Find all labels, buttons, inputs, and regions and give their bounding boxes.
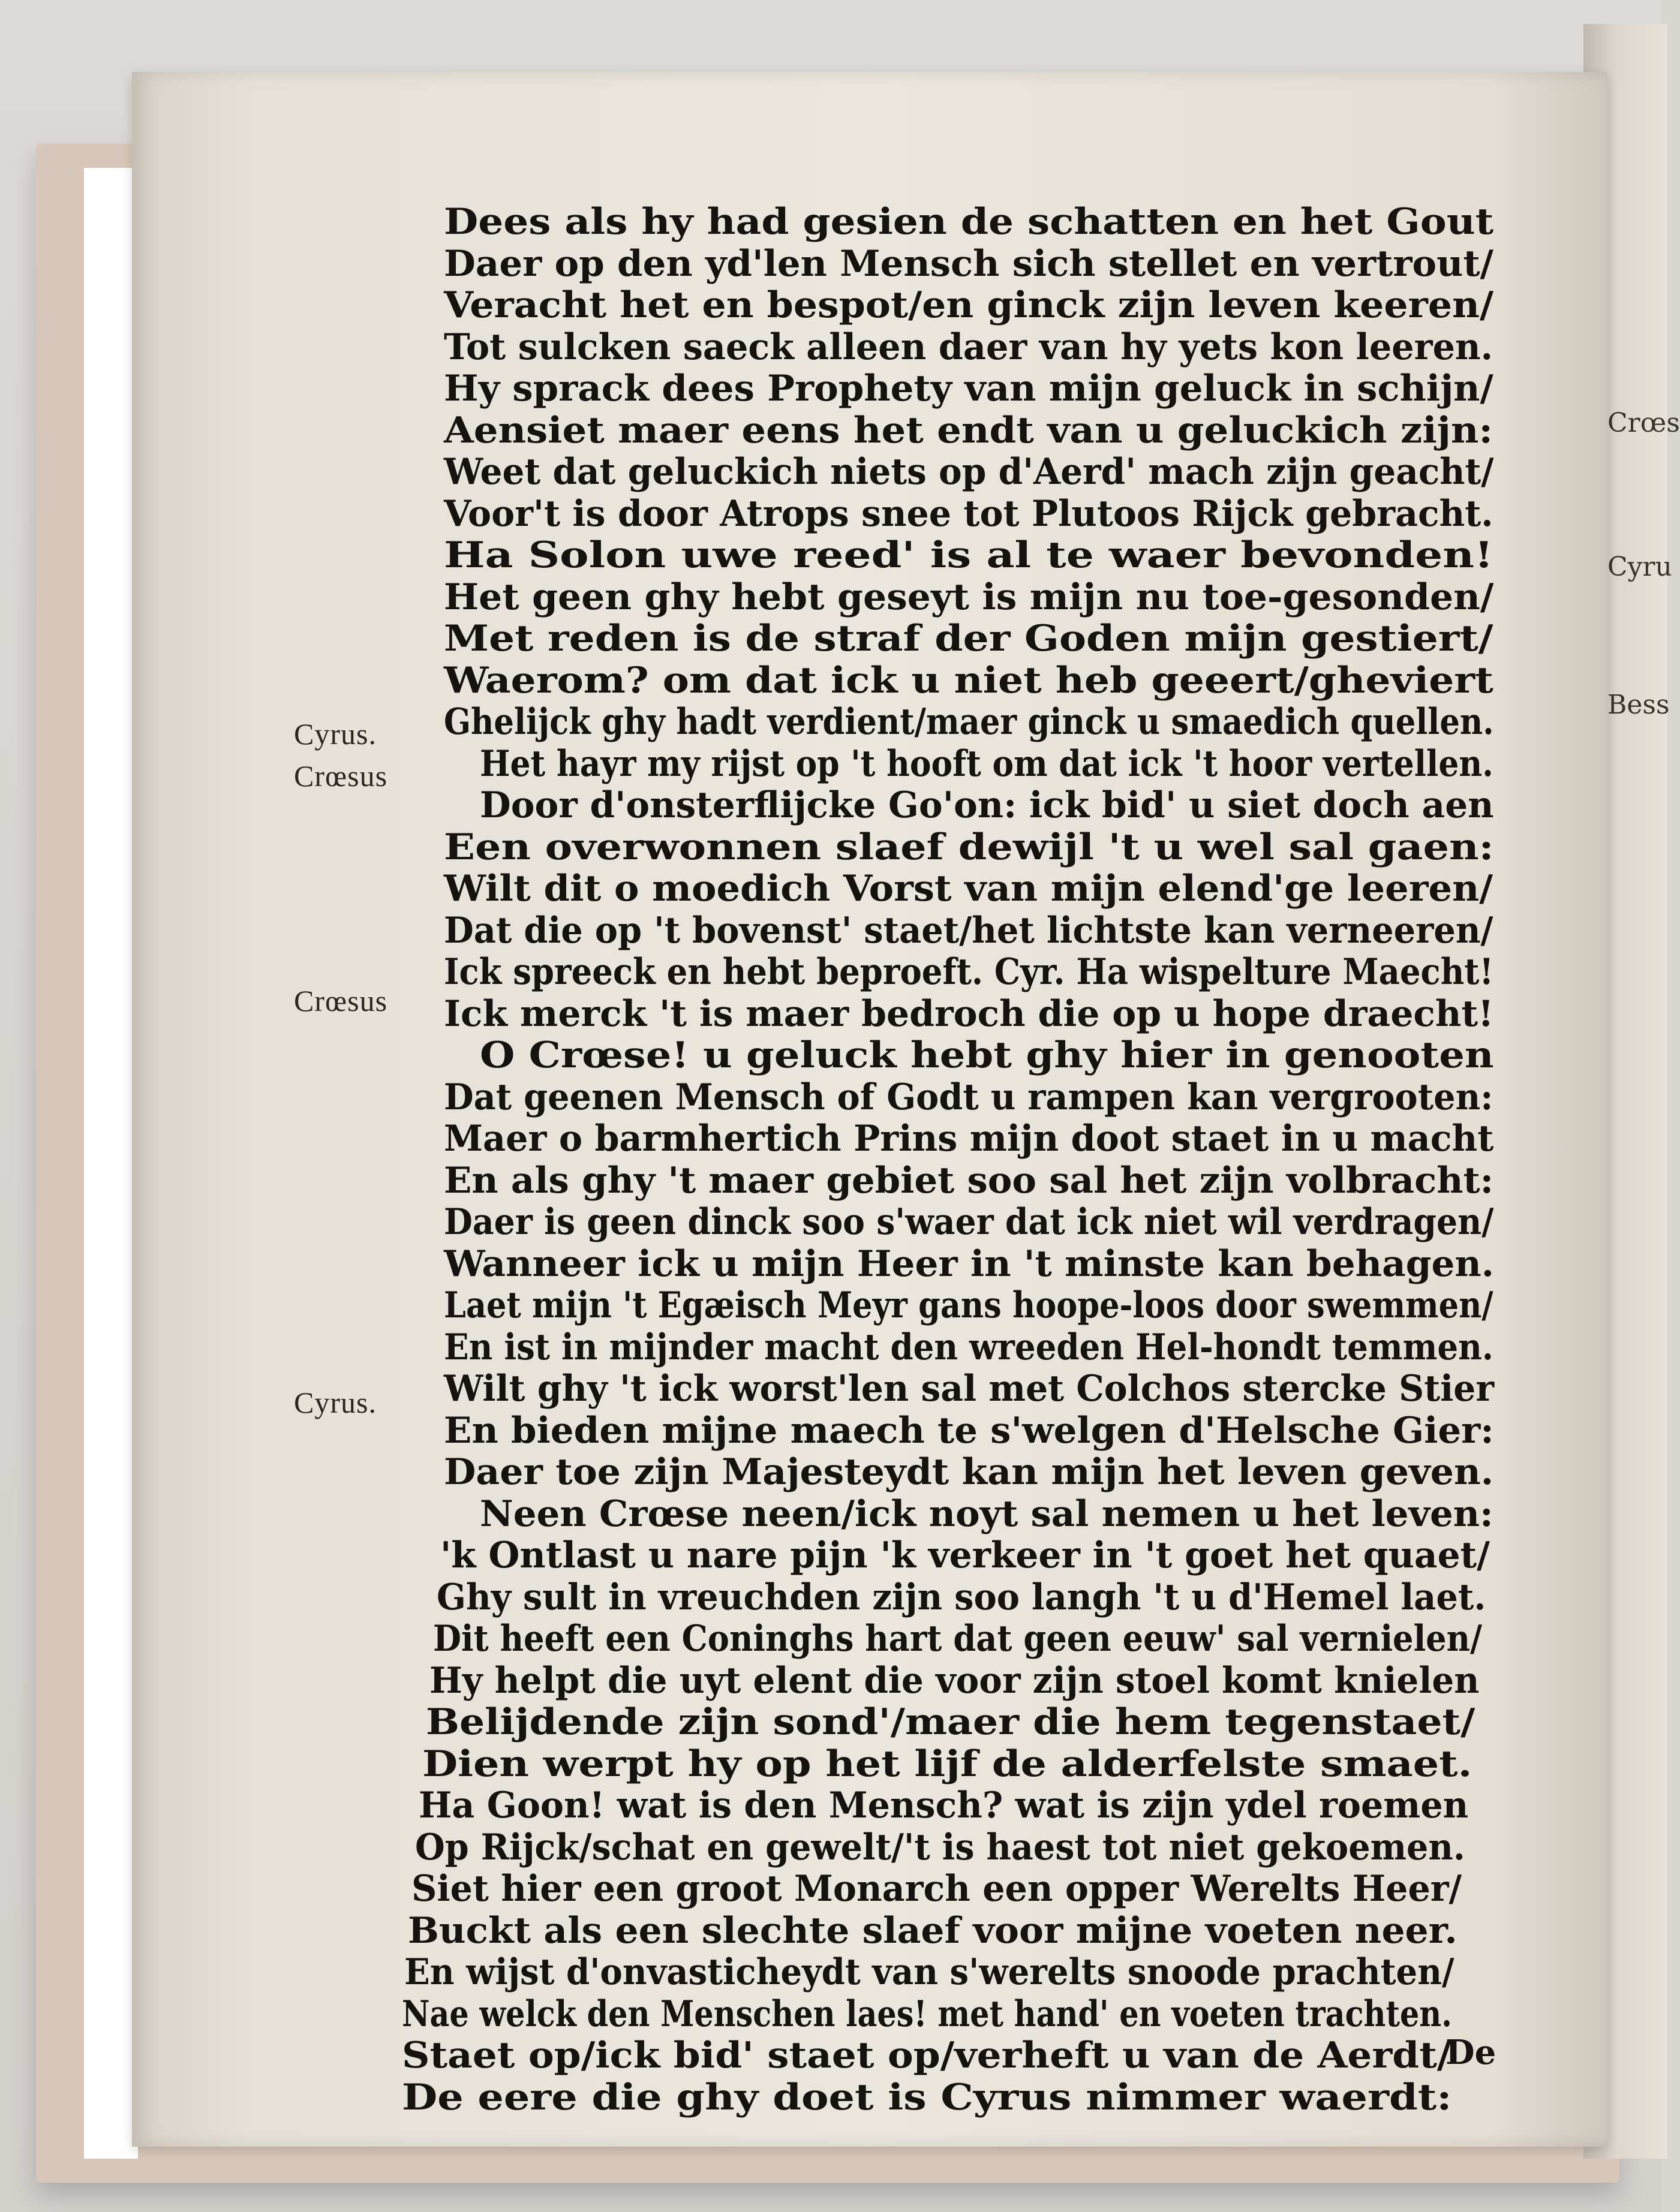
next-page-speaker: Bess bbox=[1607, 690, 1670, 720]
verse-line: Tot sulcken saeck alleen daer van hy yets kon leeren. bbox=[444, 326, 1493, 368]
speaker-label: Crœsus bbox=[294, 759, 388, 793]
verse-line: En wijst d'onvasticheydt van s'werelts snoode prachten/ bbox=[404, 1951, 1454, 1993]
page-edges bbox=[84, 168, 138, 2159]
verse-line: Wilt dit o moedich Vorst van mijn elend'ge leeren/ bbox=[444, 868, 1493, 910]
verse-line: Neen Crœse neen/ick noyt sal nemen u het leven: bbox=[480, 1492, 1493, 1535]
speaker-label: Cyrus. bbox=[294, 717, 377, 751]
verse-line: Siet hier een groot Monarch een opper Werelts Heer/ bbox=[411, 1868, 1462, 1910]
verse-line: En ist in mijnder macht den wreeden Hel-hondt temmen. bbox=[444, 1326, 1493, 1368]
verse-line: Waerom? om dat ick u niet heb geeert/gheviert bbox=[444, 659, 1493, 702]
verse-line: Op Rijck/schat en gewelt/'t is haest tot niet gekoemen. bbox=[415, 1826, 1465, 1868]
verse-line: Daer toe zijn Majesteydt kan mijn het leven geven. bbox=[444, 1451, 1494, 1493]
verse-line: Ghelijck ghy hadt verdient/maer ginck u smaedich quellen. bbox=[444, 701, 1494, 743]
verse-line: Ick merck 't is maer bedroch die op u hope draecht! bbox=[444, 992, 1494, 1035]
verse-line: Dat geenen Mensch of Godt u rampen kan vergrooten: bbox=[444, 1076, 1493, 1118]
verse-line: Daer op den yd'len Mensch sich stellet en vertrout/ bbox=[444, 242, 1493, 285]
verse-line: Wanneer ick u mijn Heer in 't minste kan behagen. bbox=[444, 1242, 1495, 1285]
verse-line: Buckt als een slechte slaef voor mijne voeten neer. bbox=[408, 1909, 1457, 1952]
verse-line: Ghy sult in vreuchden zijn soo langh 't u d'Hemel laet. bbox=[437, 1576, 1486, 1618]
verse-line: Nae welck den Menschen laes! met hand' en voeten trachten. bbox=[402, 1993, 1452, 2035]
verse-line: Dit heeft een Coninghs hart dat geen eeuw' sal vernielen/ bbox=[433, 1618, 1482, 1660]
verse-line: En als ghy 't maer gebiet soo sal het zijn volbracht: bbox=[444, 1159, 1494, 1202]
next-page-speaker: Crœs bbox=[1607, 408, 1680, 438]
verse-line: Staet op/ick bid' staet op/verheft u van de Aerdt/ bbox=[402, 2035, 1451, 2076]
verse-line: Aensiet maer eens het endt van u geluckich zijn: bbox=[444, 409, 1493, 452]
catchword: De bbox=[1445, 2033, 1496, 2072]
verse-line: Dees als hy had gesien de schatten en het Gout bbox=[444, 201, 1494, 243]
verse-line: Maer o barmhertich Prins mijn doot staet in u macht bbox=[444, 1118, 1494, 1160]
verse-line: En bieden mijne maech te s'welgen d'Helsche Gier: bbox=[444, 1409, 1494, 1452]
verse-line: Met reden is de straf der Goden mijn gestiert/ bbox=[444, 618, 1493, 660]
verse-line: Dat die op 't bovenst' staet/het lichtste kan verneeren/ bbox=[444, 909, 1493, 952]
verse-line: Belijdende zijn sond'/maer die hem tegenstaet/ bbox=[426, 1701, 1475, 1743]
verse-line: Veracht het en bespot/en ginck zijn leven keeren/ bbox=[444, 284, 1494, 326]
verse-line: De eere die ghy doet is Cyrus nimmer waerdt: bbox=[402, 2076, 1452, 2118]
verse-line: Weet dat geluckich niets op d'Aerd' mach zijn geacht/ bbox=[444, 451, 1494, 493]
verse-line: Een overwonnen slaef dewijl 't u wel sal gaen: bbox=[444, 826, 1494, 868]
verse-line: Daer is geen dinck soo s'waer dat ick niet wil verdragen/ bbox=[444, 1201, 1494, 1243]
verse-line: Wilt ghy 't ick worst'len sal met Colchos stercke Stier bbox=[444, 1368, 1495, 1410]
verse-line: Ha Goon! wat is den Mensch? wat is zijn ydel roemen bbox=[419, 1784, 1469, 1826]
verse-line: Voor't is door Atrops snee tot Plutoos Rijck gebracht. bbox=[444, 492, 1493, 535]
verse-line: Laet mijn 't Egæisch Meyr gans hoope-loos door swemmen/ bbox=[444, 1284, 1493, 1326]
verse-line: Het geen ghy hebt geseyt is mijn nu toe-gesonden/ bbox=[444, 576, 1494, 618]
verse-line: Dien werpt hy op het lijf de alderfelste smaet. bbox=[422, 1742, 1472, 1785]
verse-line: Ha Solon uwe reed' is al te waer bevonden! bbox=[444, 534, 1493, 576]
speaker-label: Cyrus. bbox=[294, 1386, 377, 1419]
verse-line: Door d'onsterflijcke Go'on: ick bid' u siet doch aen bbox=[480, 784, 1494, 826]
speaker-label: Crœsus bbox=[294, 984, 388, 1018]
verse-line: 'k Ontlast u nare pijn 'k verkeer in 't goet het quaet/ bbox=[440, 1534, 1490, 1576]
verse-line: Het hayr my rijst op 't hooft om dat ick 't hoor vertellen. bbox=[480, 742, 1493, 785]
verse-line: Ick spreeck en hebt beproeft. Cyr. Ha wispelture Maecht! bbox=[444, 951, 1494, 993]
verse-line: Hy sprack dees Prophety van mijn geluck in schijn/ bbox=[444, 368, 1493, 410]
verse-line: Hy helpt die uyt elent die voor zijn stoel komt knielen bbox=[429, 1659, 1480, 1702]
next-page-speaker: Cyru bbox=[1607, 552, 1672, 582]
verse-line: O Crœse! u geluck hebt ghy hier in genooten bbox=[480, 1034, 1494, 1076]
